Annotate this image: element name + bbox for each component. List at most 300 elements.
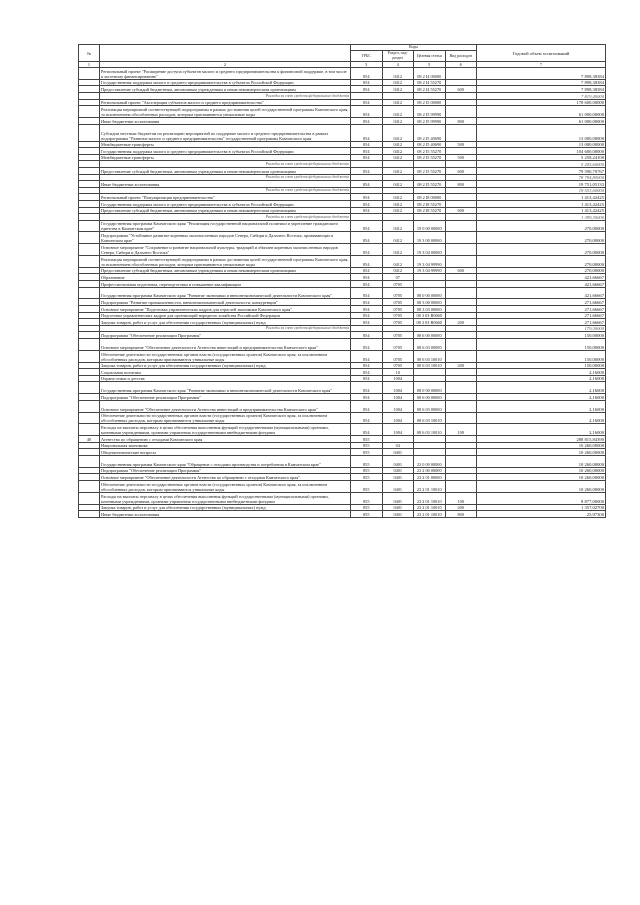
row-amount: 150,00000 (477, 332, 606, 339)
table-row (79, 436, 606, 443)
row-amount: 421,66667 (477, 274, 606, 281)
row-target-article: 08 0 00 00000 (414, 287, 446, 299)
row-num (79, 424, 100, 436)
row-target-article: 19 3 04 99990 (414, 256, 446, 268)
index-cell: 5 (414, 62, 446, 68)
row-amount: 7 898,38384 (477, 79, 606, 86)
row-grbs: 854 (351, 362, 383, 369)
row-expense-type (445, 174, 477, 181)
table-row (79, 256, 606, 268)
row-name: Охрана семьи и детства (100, 375, 351, 382)
row-razdel: 1004 (382, 400, 414, 412)
table-row (79, 194, 606, 201)
row-num (79, 167, 100, 174)
row-razdel: 0705 (382, 319, 414, 326)
row-target-article (414, 281, 446, 288)
row-expense-type (445, 474, 477, 481)
row-expense-type (445, 449, 477, 456)
budget-allocation-table (78, 44, 606, 518)
row-target-article: 08 6 03 00000 (414, 400, 446, 412)
row-razdel: 0412 (382, 79, 414, 86)
row-expense-type: 200 (445, 504, 477, 511)
row-amount: 1 413,42425 (477, 200, 606, 207)
row-num (79, 148, 100, 155)
row-name: Государственная программа Камчатского края "Развитие экономики и внешнеэкономической деятельности Камчатского края" (100, 287, 351, 299)
row-expense-type (445, 412, 477, 424)
row-expense-type: 100 (445, 424, 477, 436)
table-row (79, 449, 606, 456)
row-expense-type (445, 306, 477, 313)
row-amount: 2,16000 (477, 394, 606, 401)
row-razdel: 0412 (382, 207, 414, 214)
row-target-article: 08 6 03 00000 (414, 339, 446, 351)
row-grbs: 854 (351, 99, 383, 106)
row-num (79, 161, 100, 168)
row-grbs: 855 (351, 449, 383, 456)
table-row (79, 99, 606, 106)
row-expense-type (445, 299, 477, 306)
table-row (79, 511, 606, 518)
row-expense-type: 100 (445, 492, 477, 504)
row-amount: 7 898,38384 (477, 68, 606, 80)
row-razdel: 0401 (382, 480, 414, 492)
row-target-article: 23 2 01 00000 (414, 474, 446, 481)
header-grbs: ГРБС (351, 51, 383, 62)
row-amount: 104 600,00000 (477, 148, 606, 155)
row-grbs: 854 (351, 412, 383, 424)
table-row (79, 141, 606, 148)
row-target-article: 08 2 I5 00000 (414, 99, 446, 106)
table-row (79, 267, 606, 274)
row-expense-type: 800 (445, 181, 477, 188)
row-expense-type (445, 194, 477, 201)
row-num (79, 154, 100, 161)
row-amount: 5 258,24100 (477, 154, 606, 161)
row-target-article: 08 6 00 00000 (414, 332, 446, 339)
row-num (79, 86, 100, 93)
row-name: Обеспечение деятельности государственных органов власти (государственных органов) Камчатского края, за исключением обособленных расходов, которым присваиваются уникальные коды (100, 412, 351, 424)
row-grbs: 855 (351, 442, 383, 449)
row-grbs: 854 (351, 232, 383, 244)
table-row (79, 394, 606, 401)
table-row (79, 86, 606, 93)
row-num (79, 312, 100, 319)
table-row (79, 117, 606, 124)
row-amount: 25,97300 (477, 511, 606, 518)
row-grbs: 854 (351, 154, 383, 161)
row-amount: 270,00000 (477, 267, 606, 274)
row-amount: 178 600,00000 (477, 99, 606, 106)
row-razdel: 1004 (382, 375, 414, 382)
row-razdel (382, 325, 414, 332)
row-target-article: 08 2 I8 00000 (414, 194, 446, 201)
row-grbs: 854 (351, 167, 383, 174)
row-name: Закупка товаров, работ и услуг для обеспечения государственных (муниципальных) нужд (100, 504, 351, 511)
row-name: Расходы за счет средств федерального бюджета (100, 187, 351, 194)
row-expense-type (445, 232, 477, 244)
row-target-article: 23 2 00 00000 (414, 467, 446, 474)
row-expense-type: 600 (445, 207, 477, 214)
table-row (79, 319, 606, 326)
row-name: Основное мероприятие "Обеспечение деятельности Агентства по обращению с отходами Камчатского края" (100, 474, 351, 481)
row-num (79, 325, 100, 332)
row-target-article (414, 369, 446, 376)
row-target-article: 08 3 03 R0660 (414, 312, 446, 319)
row-name: Основное мероприятие "Обеспечение деятельности Агентства инвестиций и предпринимательства Камчатского края" (100, 339, 351, 351)
table-row (79, 382, 606, 394)
row-expense-type (445, 256, 477, 268)
row-target-article: 08 2 I5 40690 (414, 124, 446, 141)
table-row (79, 281, 606, 288)
federal-note-row (79, 214, 606, 221)
row-grbs: 854 (351, 181, 383, 188)
row-grbs: 854 (351, 369, 383, 376)
row-amount: 13 000,00000 (477, 141, 606, 148)
row-razdel: 0705 (382, 306, 414, 313)
row-num (79, 412, 100, 424)
row-grbs: 855 (351, 480, 383, 492)
table-row (79, 362, 606, 369)
row-name: Расходы на выплаты персоналу в целях обеспечения выполнения функций государственными (муниципальными) органами, казенными учреждениями, органами управления государственными внебюджетными фондами (100, 424, 351, 436)
row-name: Национальная экономика (100, 442, 351, 449)
index-cell: 4 (382, 62, 414, 68)
row-razdel (382, 436, 414, 443)
row-grbs: 854 (351, 79, 383, 86)
table-row (79, 167, 606, 174)
row-grbs (351, 187, 383, 194)
row-razdel: 0412 (382, 244, 414, 256)
row-num (79, 474, 100, 481)
row-name: Основное мероприятие "Подготовка управленческих кадров для отраслей экономики Камчатского края" (100, 306, 351, 313)
row-amount: 10 260,00000 (477, 474, 606, 481)
row-expense-type (445, 161, 477, 168)
row-expense-type: 600 (445, 167, 477, 174)
row-grbs: 854 (351, 256, 383, 268)
row-target-article: 23 0 00 00000 (414, 455, 446, 467)
header-rz: Раздел, под-раздел (382, 51, 414, 62)
row-name: Закупка товаров, работ и услуг для обеспечения государственных (муниципальных) нужд (100, 362, 351, 369)
row-grbs: 854 (351, 124, 383, 141)
row-amount: 5 205,60000 (477, 161, 606, 168)
row-razdel: 0401 (382, 455, 414, 467)
row-target-article: 08 2 I5 40690 (414, 141, 446, 148)
index-cell: 1 (79, 62, 100, 68)
row-amount: 10 260,00000 (477, 467, 606, 474)
row-grbs: 854 (351, 299, 383, 306)
table-row (79, 274, 606, 281)
row-grbs: 854 (351, 424, 383, 436)
row-name: Субсидии местным бюджетам на реализацию мероприятий по поддержке малого и среднего предпринимательства в рамках подпрограммы "Развитие малого и среднего предпринимательства" государственной программы Камчатского края (100, 124, 351, 141)
federal-note-row (79, 187, 606, 194)
row-amount: 7 819,40000 (477, 92, 606, 99)
row-name: Государственная программа Камчатского края "Развитие экономики и внешнеэкономической деятельности Камчатского края" (100, 382, 351, 394)
row-razdel: 1004 (382, 394, 414, 401)
row-amount: 271,66667 (477, 299, 606, 306)
table-row (79, 148, 606, 155)
row-grbs: 854 (351, 244, 383, 256)
row-grbs: 854 (351, 86, 383, 93)
row-expense-type (445, 220, 477, 232)
row-amount: 2,16000 (477, 412, 606, 424)
row-name: Профессиональная подготовка, переподготовка и повышение квалификации (100, 281, 351, 288)
row-name: Общеэкономические вопросы (100, 449, 351, 456)
table-row (79, 369, 606, 376)
row-name: Основное мероприятие "Сохранение и развитие национальной культуры, традиций и обычаев коренных малочисленных народов Севера, Сибири и Дальнего Востока" (100, 244, 351, 256)
row-razdel: 07 (382, 274, 414, 281)
row-razdel: 0412 (382, 154, 414, 161)
row-razdel: 0412 (382, 68, 414, 80)
federal-note-row (79, 161, 606, 168)
row-target-article: 08 6 03 10010 (414, 362, 446, 369)
row-razdel: 0401 (382, 492, 414, 504)
row-amount: 2,16000 (477, 382, 606, 394)
row-razdel (382, 161, 414, 168)
row-expense-type (445, 369, 477, 376)
row-razdel (382, 174, 414, 181)
table-row (79, 474, 606, 481)
row-name: Реализация мероприятий соответствующей подпрограммы в рамках достижения целей государственной программы Камчатского края, за исключением обособленных расходов, которым присваиваются уникальные коды (100, 256, 351, 268)
row-grbs: 855 (351, 492, 383, 504)
row-grbs: 855 (351, 511, 383, 518)
row-expense-type (445, 274, 477, 281)
row-name: Образование (100, 274, 351, 281)
row-num (79, 256, 100, 268)
row-target-article: 19 3 04 99990 (414, 267, 446, 274)
row-num (79, 394, 100, 401)
budget-document-page (78, 44, 606, 518)
row-expense-type: 600 (445, 86, 477, 93)
row-grbs (351, 325, 383, 332)
row-grbs: 854 (351, 220, 383, 232)
row-razdel: 0412 (382, 232, 414, 244)
row-expense-type: 200 (445, 362, 477, 369)
row-name: Межбюджетные трансферты (100, 141, 351, 148)
row-grbs (351, 214, 383, 221)
row-name: Основное мероприятие "Обеспечение деятельности Агентства инвестиций и предпринимательства Камчатского края" (100, 400, 351, 412)
table-row (79, 287, 606, 299)
row-target-article: 08 6 03 10010 (414, 424, 446, 436)
row-expense-type (445, 382, 477, 394)
header-sum: Годовой объем ассигнований (477, 45, 606, 62)
row-target-article: 08 2 I8 55270 (414, 200, 446, 207)
row-num (79, 281, 100, 288)
table-row (79, 492, 606, 504)
table-row (79, 124, 606, 141)
row-razdel (382, 214, 414, 221)
row-name: Социальная политика (100, 369, 351, 376)
table-row (79, 68, 606, 80)
row-num (79, 267, 100, 274)
row-grbs: 854 (351, 339, 383, 351)
row-target-article (414, 325, 446, 332)
row-expense-type (445, 394, 477, 401)
row-razdel: 10 (382, 369, 414, 376)
row-expense-type (445, 287, 477, 299)
row-name: Иные бюджетные ассигнования (100, 181, 351, 188)
row-num (79, 442, 100, 449)
row-num (79, 287, 100, 299)
row-num (79, 504, 100, 511)
row-razdel: 0412 (382, 106, 414, 118)
header-num: № (79, 45, 100, 62)
row-grbs: 854 (351, 68, 383, 80)
row-amount: 61 000,00000 (477, 106, 606, 118)
row-target-article: 08 2 I5 99990 (414, 117, 446, 124)
row-expense-type (445, 312, 477, 319)
row-expense-type: 200 (445, 319, 477, 326)
row-num (79, 362, 100, 369)
table-row (79, 312, 606, 319)
row-razdel: 0412 (382, 181, 414, 188)
row-expense-type: 800 (445, 117, 477, 124)
row-amount: 1 399,30000 (477, 214, 606, 221)
row-expense-type (445, 325, 477, 332)
row-target-article: 08 2 I5 55270 (414, 148, 446, 155)
row-grbs: 854 (351, 200, 383, 207)
row-name: Предоставление субсидий бюджетным, автономным учреждениям и иным некоммерческим организациям (100, 167, 351, 174)
row-razdel: 0412 (382, 167, 414, 174)
table-row (79, 412, 606, 424)
row-target-article: 08 6 00 00000 (414, 394, 446, 401)
row-num (79, 375, 100, 382)
row-num (79, 299, 100, 306)
row-expense-type (445, 350, 477, 362)
row-num (79, 350, 100, 362)
row-num (79, 382, 100, 394)
table-row (79, 200, 606, 207)
row-expense-type (445, 92, 477, 99)
row-num (79, 174, 100, 181)
row-razdel: 0412 (382, 256, 414, 268)
row-name: Межбюджетные трансферты (100, 154, 351, 161)
row-grbs: 854 (351, 312, 383, 319)
table-row (79, 504, 606, 511)
row-num (79, 232, 100, 244)
row-grbs: 854 (351, 117, 383, 124)
row-target-article (414, 375, 446, 382)
table-row (79, 220, 606, 232)
row-num (79, 141, 100, 148)
row-amount: 270,00000 (477, 244, 606, 256)
row-grbs: 854 (351, 306, 383, 313)
table-row (79, 332, 606, 339)
row-name: Закупка товаров, работ и услуг для обеспечения государственных (муниципальных) нужд (100, 319, 351, 326)
row-grbs: 854 (351, 350, 383, 362)
table-row (79, 400, 606, 412)
index-cell: 2 (100, 62, 351, 68)
table-row (79, 79, 606, 86)
table-row (79, 306, 606, 313)
row-name: Обеспечение деятельности государственных органов власти (государственных органов) Камчатского края, за исключением обособленных расходов, которым присваиваются уникальные коды (100, 480, 351, 492)
row-razdel: 0705 (382, 281, 414, 288)
row-grbs: 854 (351, 274, 383, 281)
row-name: Государственная поддержка малого и среднего предпринимательства в субъектах Российской Федерации (100, 148, 351, 155)
row-amount: 271,66667 (477, 312, 606, 319)
row-num (79, 214, 100, 221)
row-num: 40 (79, 436, 100, 443)
row-amount: 288 815,84390 (477, 436, 606, 443)
row-amount: 179,30000 (477, 325, 606, 332)
row-amount: 271,66667 (477, 306, 606, 313)
row-expense-type (445, 436, 477, 443)
table-row (79, 424, 606, 436)
row-razdel: 0705 (382, 339, 414, 351)
row-name: Государственная программа Камчатского края "Обращение с отходами производства и потребления в Камчатском крае" (100, 455, 351, 467)
header-cs: Целевая статья (414, 51, 446, 62)
row-razdel: 0412 (382, 124, 414, 141)
row-num (79, 511, 100, 518)
row-num (79, 339, 100, 351)
table-row (79, 244, 606, 256)
row-amount: 10 260,00000 (477, 480, 606, 492)
row-expense-type (445, 442, 477, 449)
row-razdel: 0412 (382, 117, 414, 124)
row-expense-type (445, 99, 477, 106)
table-body (79, 68, 606, 518)
row-num (79, 480, 100, 492)
row-name: Подпрограмма "Обеспечение реализации Программы" (100, 332, 351, 339)
row-name: Расходы за счет средств федерального бюджета (100, 161, 351, 168)
row-amount: 270,00000 (477, 256, 606, 268)
row-razdel: 0412 (382, 200, 414, 207)
row-name: Расходы на выплаты персоналу в целях обеспечения выполнения функций государственными (муниципальными) органами, казенными учреждениями, органами управления государственными внебюджетными фондами (100, 492, 351, 504)
row-target-article: 08 2 I5 55270 (414, 167, 446, 174)
row-target-article (414, 214, 446, 221)
table-row (79, 299, 606, 306)
row-expense-type: 500 (445, 154, 477, 161)
row-grbs (351, 174, 383, 181)
row-target-article (414, 449, 446, 456)
index-cell: 6 (445, 62, 477, 68)
row-amount: 150,00000 (477, 339, 606, 351)
header-name (100, 45, 351, 62)
row-razdel: 0705 (382, 362, 414, 369)
row-amount: 8 877,00000 (477, 492, 606, 504)
index-cell: 7 (477, 62, 606, 68)
row-name: Подпрограмма "Обеспечение реализации Программы" (100, 394, 351, 401)
row-razdel: 0401 (382, 467, 414, 474)
row-expense-type (445, 148, 477, 155)
row-target-article: 19 3 04 00000 (414, 244, 446, 256)
row-target-article: 23 2 01 10010 (414, 511, 446, 518)
row-expense-type: 800 (445, 511, 477, 518)
row-expense-type (445, 68, 477, 80)
row-expense-type (445, 480, 477, 492)
table-row (79, 207, 606, 214)
row-num (79, 187, 100, 194)
row-amount: 61 000,00000 (477, 117, 606, 124)
row-target-article (414, 442, 446, 449)
row-grbs: 854 (351, 319, 383, 326)
row-num (79, 200, 100, 207)
row-num (79, 455, 100, 467)
row-grbs: 854 (351, 394, 383, 401)
row-grbs: 855 (351, 474, 383, 481)
row-target-article (414, 187, 446, 194)
row-name: Государственная поддержка малого и среднего предпринимательства в субъектах Российской Федерации (100, 79, 351, 86)
row-razdel: 0705 (382, 299, 414, 306)
row-expense-type: 500 (445, 141, 477, 148)
row-num (79, 332, 100, 339)
row-num (79, 68, 100, 80)
row-amount: 79 590,70767 (477, 167, 606, 174)
row-amount: 19 553,60000 (477, 187, 606, 194)
row-razdel: 0401 (382, 474, 414, 481)
row-name: Подпрограмма "Обеспечение реализации Программы" (100, 467, 351, 474)
row-expense-type (445, 79, 477, 86)
table-row (79, 442, 606, 449)
row-amount: 2,16000 (477, 369, 606, 376)
